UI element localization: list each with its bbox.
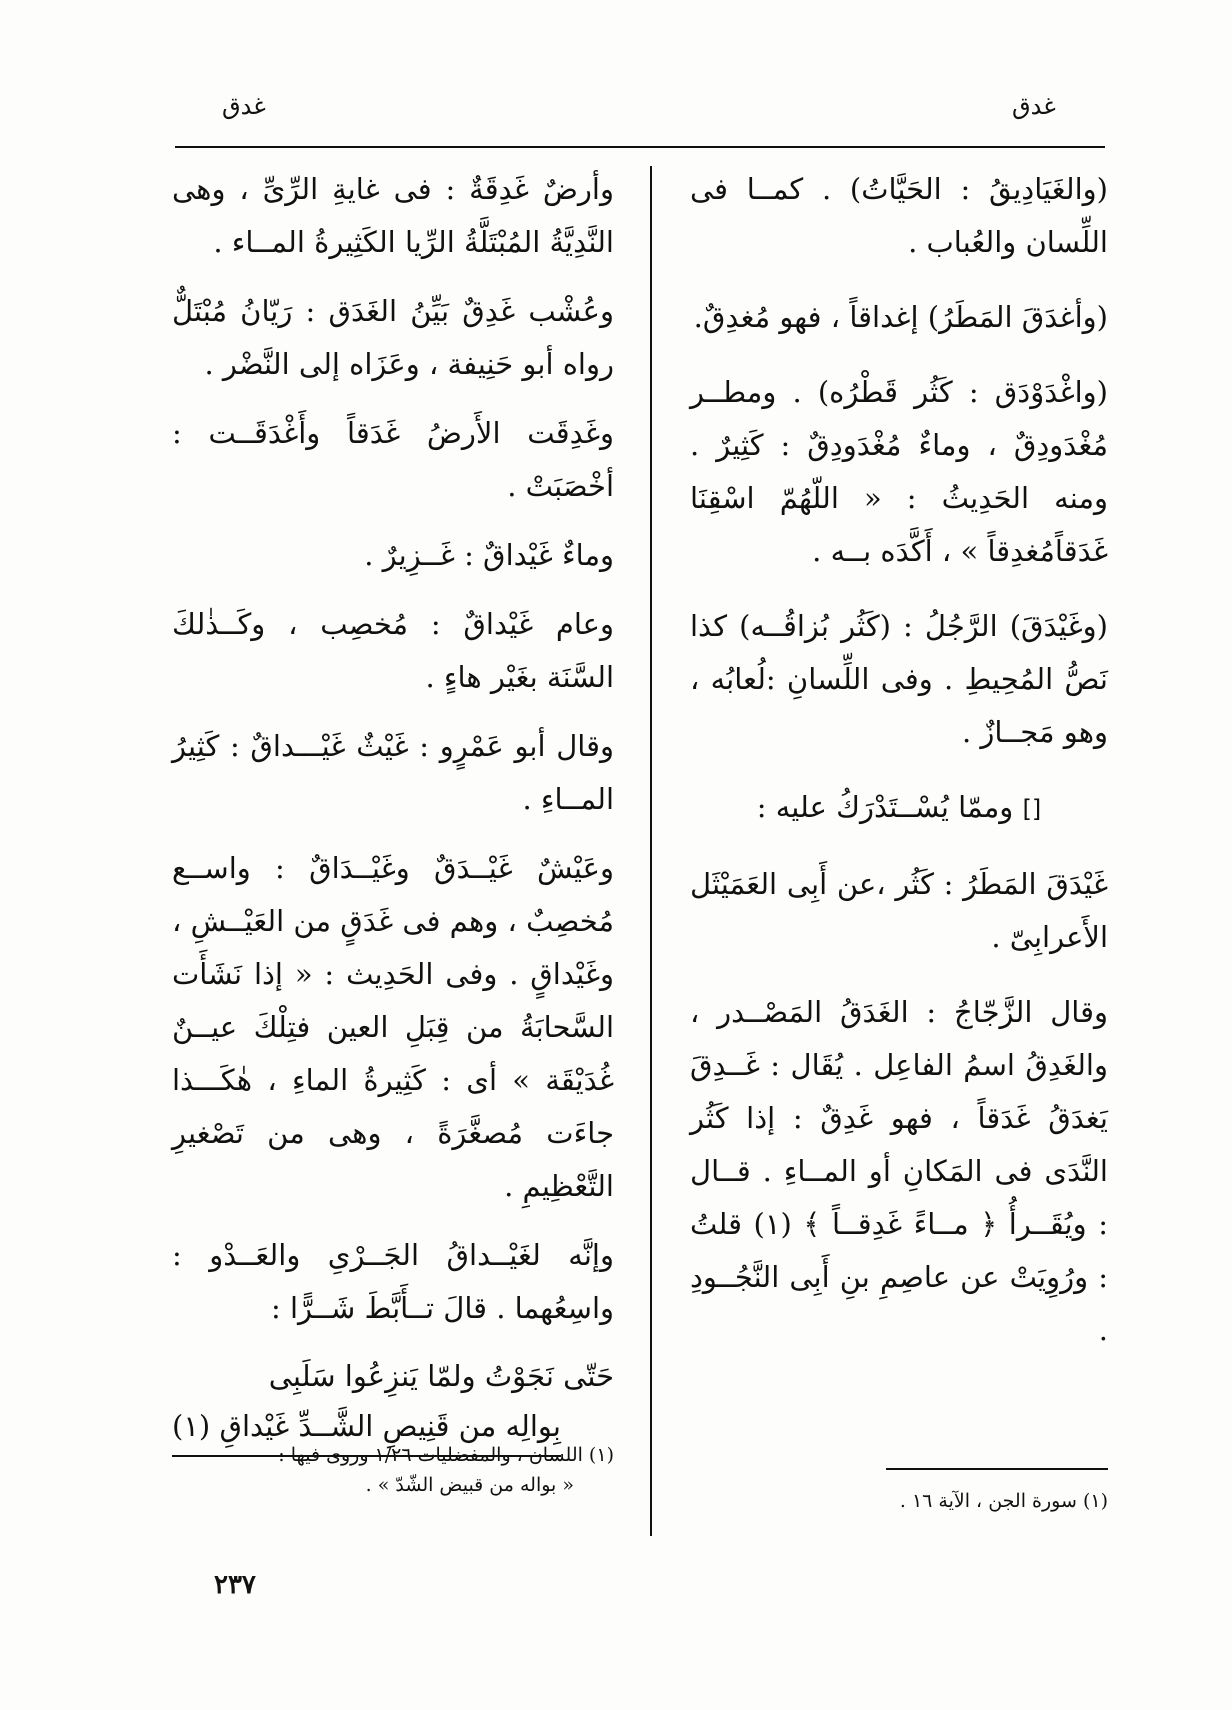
running-head-left: غدق <box>222 92 266 120</box>
entry-paragraph: وعَيْشٌ غَيْــدَقٌ وغَيْــدَاقٌ : واســع مُخصِبٌ ، وهم فى غَدَقٍ من العَيْــشِ ، وغَيْداقٍ . وفى الحَدِيث : « إذا نَشَأَت السَّحابَةُ من قِبَلِ العين فتِلْكَ عيــنٌ غُدَيْقَة » أى : كَثِيرةُ الماءِ ، هٰكَـــذا جاءَت مُصغَّرَةً ، وهى من تَصْغيرِ التَّعْظِيمِ . <box>172 851 614 1203</box>
entry-paragraph: (وأغدَقَ المَطَرُ) إغداقاً ، فهو مُغدِقٌ. <box>693 300 1108 334</box>
entry-paragraph: (واغْدَوْدَق : كَثُر قَطْرُه) . ومطــر مُغْدَودِقٌ ، وماءٌ مُغْدَودِقٌ : كَثِيرٌ . ومنه الحَدِيثُ : « اللّهُمّ اسْقِنَا غَدَقاًمُغدِقاً » ، أَكَّدَه بــه . <box>690 375 1108 568</box>
header-rule <box>175 146 1105 148</box>
footnote-rule-right <box>886 1468 1108 1470</box>
entry-paragraph: وماءٌ غَيْداقٌ : غَــزِيرٌ . <box>364 538 614 572</box>
verse-line-1: حَتّى نَجَوْتُ ولمّا يَنزِعُوا سَلَبِى <box>268 1359 614 1393</box>
entry-paragraph: وعُشْب غَدِقٌ بَيِّنُ الغَدَق : رَيّانُ مُبْتَلٌّ رواه أبو حَنِيفة ، وعَزَاه إلى النَّضْر . <box>172 294 614 381</box>
entry-paragraph: وأرضٌ غَدِقَةٌ : فى غايةِ الرِّىِّ ، وهى النَّدِيَّةُ المُبْتَلَّةُ الرِّيا الكَثِيرةُ المــاء . <box>172 172 614 259</box>
entry-paragraph: (والغَيَادِيقُ : الحَيَّاتُ) . كمــا فى اللِّسان والعُباب . <box>690 172 1108 259</box>
column-divider <box>650 166 652 1536</box>
entry-paragraph: وقال أبو عَمْرٍو : غَيْثٌ غَيْـــداقٌ : كَثِيرُ المــاءِ . <box>172 729 614 816</box>
footnote-left-line-1: (١) اللسان ، والمفضليات ١/٢٦ وروى فيها : <box>278 1444 614 1466</box>
verse-line-2: بِوالِه من قَنِيصِ الشَّــدِّ غَيْداقِ (١) <box>172 1401 561 1457</box>
left-column <box>172 163 614 1457</box>
right-column <box>690 163 1108 1379</box>
footnote-left-line-2: « بواله من قبيض الشّدّ » . <box>365 1474 574 1496</box>
footnote-left <box>172 1440 614 1500</box>
entry-paragraph: وغَدِقَت الأَرضُ غَدَقاً وأَغْدَقَــت : أخْصَبَتْ . <box>172 416 614 503</box>
entry-paragraph: وعام غَيْداقٌ : مُخصِب ، وكَــذٰلكَ السَّنَة بغَيْر هاءٍ . <box>172 607 614 694</box>
addenda-heading <box>690 781 1108 836</box>
page-number: ٢٣٧ <box>214 1570 256 1600</box>
entry-paragraph: (وغَيْدَقَ) الرَّجُلُ : (كَثُر بُزاقُــه) كذا نَصُّ المُحِيطِ . وفى اللِّسانِ :لُعابُه ، وهو مَجــازٌ . <box>690 609 1108 749</box>
entry-paragraph: غَيْدَقَ المَطَرُ : كَثُر ،عن أَبِى العَمَيْثَل الأَعرابِىّ . <box>690 867 1108 954</box>
entry-paragraph: وإنَّه لغَيْــداقُ الجَــرْىِ والعَــدْو : واسِعُهما . قالَ تــأَبَّطَ شَــرًّا : <box>172 1238 614 1325</box>
footnote-right: (١) سورة الجن ، الآية ١٦ . <box>899 1490 1108 1512</box>
entry-paragraph: وقال الزَّجّاجُ : الغَدَقُ المَصْــدر ، والغَدِقُ اسمُ الفاعِل . يُقَال : غَــدِقَ يَغدَقُ غَدَقاً ، فهو غَدِقٌ : إذا كَثُر النَّدَى فى المَكانِ أو المــاءِ . قــال : ويُقَــرأُ ﴿ مــاءً غَدِقــاً ﴾ (١) قلتُ : ورُوِيَتْ عن عاصِمِ بنِ أَبِى النَّجُــودِ . <box>690 995 1108 1347</box>
running-head-right: غدق <box>1012 92 1056 120</box>
addenda-heading-text: وممّا يُسْــتَدْرَكُ عليه : <box>756 790 1014 824</box>
bracket-marker-icon: [] <box>1022 795 1042 823</box>
